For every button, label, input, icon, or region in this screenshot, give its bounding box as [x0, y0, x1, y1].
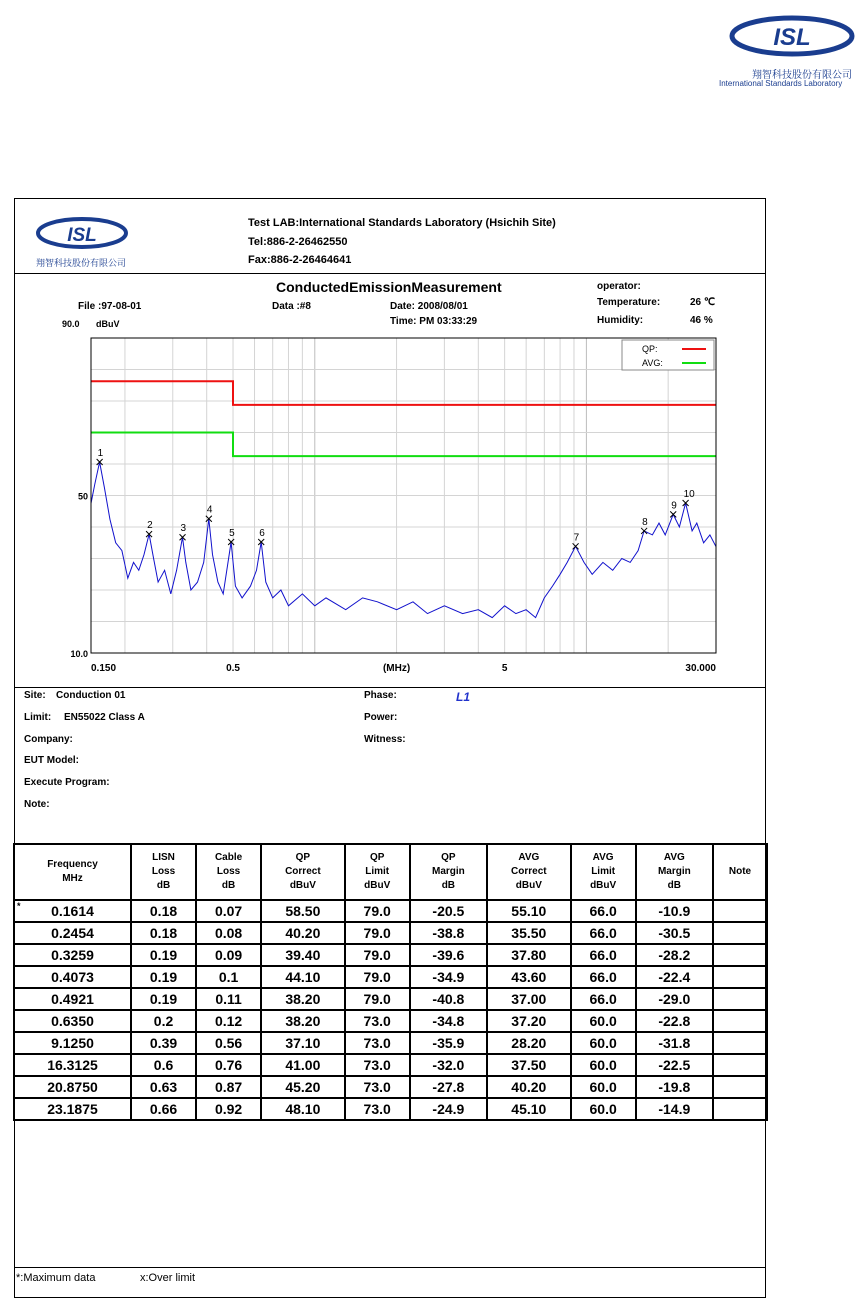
table-cell: 0.87 — [196, 1076, 261, 1098]
table-cell: 66.0 — [571, 988, 636, 1010]
table-cell: -10.9 — [636, 900, 713, 922]
limit-lines — [91, 381, 716, 456]
table-cell: 0.08 — [196, 922, 261, 944]
table-header-cell: QP Correct dBuV — [261, 844, 345, 900]
legend-label: AVG: — [642, 358, 663, 368]
table-cell — [713, 1010, 767, 1032]
table-cell: 35.50 — [487, 922, 571, 944]
table-cell: 60.0 — [571, 1076, 636, 1098]
lab-fax: Fax:886-2-26464641 — [248, 254, 352, 266]
logo-top-line2: International Standards Laboratory — [719, 79, 843, 88]
table-cell: 66.0 — [571, 900, 636, 922]
limit-value: EN55022 Class A — [64, 712, 145, 723]
table-cell: 73.0 — [345, 1098, 410, 1120]
table-row — [14, 966, 767, 988]
table-cell — [713, 966, 767, 988]
table-cell: -35.9 — [410, 1032, 487, 1054]
table-row — [14, 900, 767, 922]
peak-marker-label: 3 — [180, 523, 187, 535]
limit-label: Limit: — [24, 712, 52, 723]
table-cell: 0.6 — [131, 1054, 196, 1076]
peak-marker-label: 10 — [683, 488, 695, 500]
table-cell: 20.8750 — [14, 1076, 131, 1098]
table-cell: 0.19 — [131, 966, 196, 988]
table-cell: 0.63 — [131, 1076, 196, 1098]
y-top-label: 90.0 — [62, 319, 80, 329]
date-label: Date: 2008/08/01 — [390, 301, 468, 312]
table-cell: -30.5 — [636, 922, 713, 944]
table-cell: 37.10 — [261, 1032, 345, 1054]
peak-marker-label: 8 — [642, 516, 648, 528]
table-row — [14, 1098, 767, 1120]
x-tick-label: 5 — [501, 663, 508, 674]
table-header-cell: AVG Limit dBuV — [571, 844, 636, 900]
note-label: Note: — [24, 799, 50, 810]
table-cell: 79.0 — [345, 922, 410, 944]
table-header-cell: QP Limit dBuV — [345, 844, 410, 900]
table-cell: 0.12 — [196, 1010, 261, 1032]
table-header-cell: AVG Correct dBuV — [487, 844, 571, 900]
table-body — [14, 900, 767, 1120]
lab-tel: Tel:886-2-26462550 — [248, 236, 348, 248]
table-cell: 16.3125 — [14, 1054, 131, 1076]
x-tick-label: 0.150 — [91, 663, 117, 674]
table-cell: 38.20 — [261, 1010, 345, 1032]
results-table — [13, 843, 768, 1121]
peak-marker-label: 4 — [206, 504, 213, 516]
table-cell: 60.0 — [571, 1032, 636, 1054]
peak-marker-label: 9 — [671, 500, 677, 512]
table-cell: 45.10 — [487, 1098, 571, 1120]
legend-label: QP: — [642, 344, 658, 354]
table-cell: 58.50 — [261, 900, 345, 922]
table-cell — [713, 900, 767, 922]
table-cell: 23.1875 — [14, 1098, 131, 1120]
table-cell — [713, 1032, 767, 1054]
peak-marker-x — [641, 528, 647, 534]
table-cell: 0.3259 — [14, 944, 131, 966]
table-cell: 45.20 — [261, 1076, 345, 1098]
table-row — [14, 944, 767, 966]
table-cell: 0.19 — [131, 988, 196, 1010]
table-cell: 73.0 — [345, 1010, 410, 1032]
table-cell: -27.8 — [410, 1076, 487, 1098]
table-cell: 79.0 — [345, 900, 410, 922]
page-title: ConductedEmissionMeasurement — [276, 279, 502, 295]
logo-top-line1: 翔智科技股份有限公司 — [752, 70, 852, 81]
table-cell: -28.2 — [636, 944, 713, 966]
table-row — [14, 1010, 767, 1032]
table-cell: 66.0 — [571, 966, 636, 988]
table-row — [14, 1076, 767, 1098]
table-cell: 0.19 — [131, 944, 196, 966]
table-cell: 0.76 — [196, 1054, 261, 1076]
y-tick-label: 10.0 — [70, 649, 88, 659]
table-cell: 60.0 — [571, 1010, 636, 1032]
table-header-cell: QP Margin dB — [410, 844, 487, 900]
table-cell: 73.0 — [345, 1076, 410, 1098]
table-cell: 38.20 — [261, 988, 345, 1010]
table-cell: 37.80 — [487, 944, 571, 966]
table-cell: -31.8 — [636, 1032, 713, 1054]
isl-logo-top — [728, 14, 862, 72]
table-cell: 0.2 — [131, 1010, 196, 1032]
table-cell: -40.8 — [410, 988, 487, 1010]
table-cell: 66.0 — [571, 944, 636, 966]
table-cell: * 0.1614 — [14, 900, 131, 922]
table-cell: 0.2454 — [14, 922, 131, 944]
table-cell — [713, 944, 767, 966]
table-cell: -14.9 — [636, 1098, 713, 1120]
table-header-cell: Frequency MHz — [14, 844, 131, 900]
table-row — [14, 1032, 767, 1054]
table-cell: 37.00 — [487, 988, 571, 1010]
emission-chart — [56, 328, 724, 684]
legend-box — [622, 340, 714, 370]
logo-header-text: ISL — [67, 225, 97, 246]
table-cell: 43.60 — [487, 966, 571, 988]
table-row — [14, 988, 767, 1010]
table-cell: 28.20 — [487, 1032, 571, 1054]
table-cell: 0.1 — [196, 966, 261, 988]
isl-logo-header — [34, 213, 130, 257]
lab-name: Test LAB:International Standards Laboratory (Hsichih Site) — [248, 217, 556, 229]
table-cell: 0.39 — [131, 1032, 196, 1054]
table-row — [14, 922, 767, 944]
table-cell: -20.5 — [410, 900, 487, 922]
x-tick-label: 0.5 — [226, 663, 240, 674]
temperature-value: 26 ℃ — [690, 297, 716, 308]
divider-chart — [14, 687, 766, 688]
execute-program-label: Execute Program: — [24, 777, 110, 788]
table-cell: -22.4 — [636, 966, 713, 988]
table-cell — [713, 1098, 767, 1120]
company-label: Company: — [24, 734, 73, 745]
chart-grid — [91, 338, 716, 653]
table-cell: 79.0 — [345, 988, 410, 1010]
phase-value: L1 — [456, 690, 471, 704]
table-cell: -22.5 — [636, 1054, 713, 1076]
phase-label: Phase: — [364, 690, 397, 701]
divider-header — [14, 273, 766, 274]
table-cell: 55.10 — [487, 900, 571, 922]
table-cell: 0.11 — [196, 988, 261, 1010]
table-cell: -29.0 — [636, 988, 713, 1010]
table-cell: 66.0 — [571, 922, 636, 944]
table-cell: 0.4073 — [14, 966, 131, 988]
table-cell — [713, 1076, 767, 1098]
logo-header-sub: 翔智科技股份有限公司 — [36, 258, 127, 268]
table-row — [14, 1054, 767, 1076]
y-tick-label: 50 — [77, 491, 88, 502]
table-cell — [713, 1054, 767, 1076]
table-header-cell: AVG Margin dB — [636, 844, 713, 900]
table-cell: 79.0 — [345, 966, 410, 988]
table-cell: 73.0 — [345, 1054, 410, 1076]
site-value: Conduction 01 — [56, 690, 126, 701]
table-cell: -24.9 — [410, 1098, 487, 1120]
table-cell: 9.1250 — [14, 1032, 131, 1054]
witness-label: Witness: — [364, 734, 406, 745]
table-cell — [713, 988, 767, 1010]
peak-marker-label: 6 — [259, 527, 265, 539]
table-cell: 48.10 — [261, 1098, 345, 1120]
peak-marker-label: 1 — [97, 448, 104, 460]
file-label: File :97-08-01 — [78, 301, 142, 312]
operator-label: operator: — [597, 281, 641, 292]
peak-marker-label: 5 — [229, 527, 235, 539]
peak-marker-label: 7 — [573, 532, 580, 544]
chart-legend — [622, 340, 714, 370]
table-cell: 0.09 — [196, 944, 261, 966]
table-cell: 41.00 — [261, 1054, 345, 1076]
table-cell: 37.50 — [487, 1054, 571, 1076]
divider-footer — [14, 1267, 766, 1268]
table-cell: 0.18 — [131, 922, 196, 944]
table-cell — [713, 922, 767, 944]
avg-limit-line — [91, 433, 716, 460]
table-cell: -22.8 — [636, 1010, 713, 1032]
table-cell: 37.20 — [487, 1010, 571, 1032]
table-cell: 0.4921 — [14, 988, 131, 1010]
data-label: Data :#8 — [272, 301, 311, 312]
footer-max-note: *:Maximum data — [16, 1272, 96, 1284]
table-cell: 0.6350 — [14, 1010, 131, 1032]
peak-markers — [97, 448, 696, 549]
table-cell: 60.0 — [571, 1098, 636, 1120]
time-label: Time: PM 03:33:29 — [390, 316, 478, 327]
peak-marker-label: 2 — [147, 520, 153, 532]
footer-over-note: x:Over limit — [140, 1272, 195, 1284]
table-cell: -34.9 — [410, 966, 487, 988]
table-cell: 0.56 — [196, 1032, 261, 1054]
peak-marker-x — [670, 511, 676, 517]
table-header-cell: LISN Loss dB — [131, 844, 196, 900]
y-unit-label: dBuV — [96, 319, 120, 329]
table-header-row — [14, 844, 767, 900]
table-header-cell: Note — [713, 844, 767, 900]
eut-model-label: EUT Model: — [24, 755, 79, 766]
table-header-cell: Cable Loss dB — [196, 844, 261, 900]
table-cell: 0.92 — [196, 1098, 261, 1120]
table-cell: 0.66 — [131, 1098, 196, 1120]
x-tick-label: 30.000 — [685, 663, 716, 674]
site-label: Site: — [24, 690, 46, 701]
table-cell: -19.8 — [636, 1076, 713, 1098]
table-cell: 40.20 — [261, 922, 345, 944]
table-cell: 60.0 — [571, 1054, 636, 1076]
table-cell: 73.0 — [345, 1032, 410, 1054]
table-cell: 0.07 — [196, 900, 261, 922]
table-cell: -39.6 — [410, 944, 487, 966]
table-cell: -38.8 — [410, 922, 487, 944]
power-label: Power: — [364, 712, 398, 723]
logo-top-text: ISL — [773, 24, 811, 51]
humidity-label: Humidity: — [597, 315, 644, 326]
table-cell: 39.40 — [261, 944, 345, 966]
table-cell: 79.0 — [345, 944, 410, 966]
table-cell: -32.0 — [410, 1054, 487, 1076]
table-cell: 44.10 — [261, 966, 345, 988]
temperature-label: Temperature: — [597, 297, 661, 308]
table-cell: -34.8 — [410, 1010, 487, 1032]
table-cell: 0.18 — [131, 900, 196, 922]
humidity-value: 46 % — [690, 315, 713, 326]
table-cell: 40.20 — [487, 1076, 571, 1098]
x-tick-label: (MHz) — [382, 663, 411, 674]
max-data-star: * — [17, 901, 21, 911]
